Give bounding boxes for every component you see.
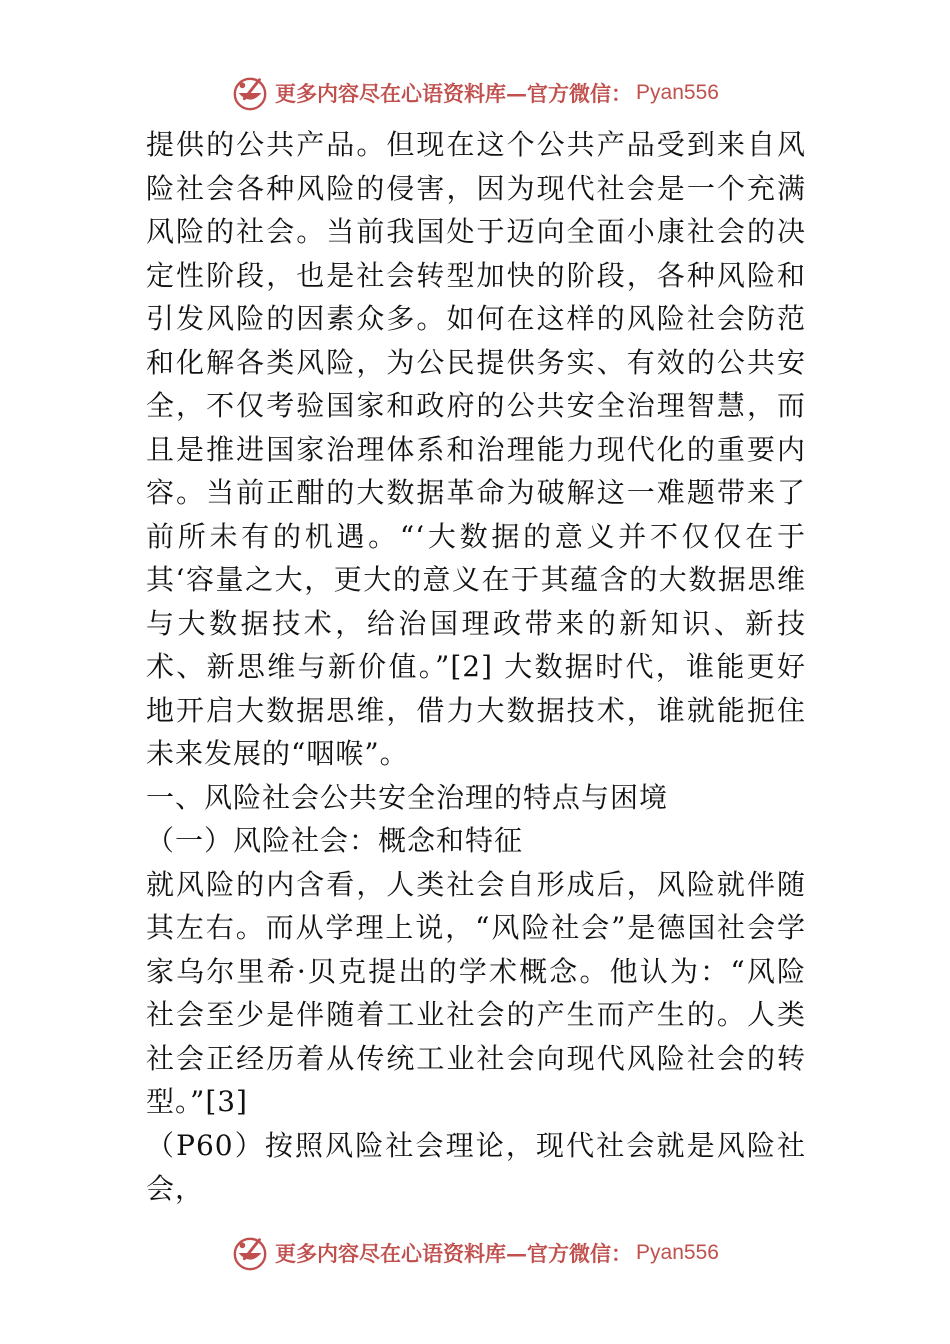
paragraph: （P60）按照风险社会理论，现代社会就是风险社会， [146,1128,806,1205]
subsection-heading: （一）风险社会：概念和特征 [146,824,524,857]
wechat-id: Pyan556 [636,81,719,104]
section-heading: 一、风险社会公共安全治理的特点与困境 [146,780,669,814]
mortar-pestle-logo-icon [231,1234,269,1272]
paragraph: 就风险的内含看，人类社会自形成后，风险就伴随其左右。而从学理上说，“风险社会”是德国社会学家乌尔里希·贝克提出的学术概念。他认为：“风险社会至少是伴随着工业社会的产生而产生的。人类社会正经历着从传统工业社会向现代风险社会的转型。”[3] [146,867,806,1118]
paragraph: 提供的公共产品。但现在这个公共产品受到来自风险社会各种风险的侵害，因为现代社会是一个充满风险的社会。当前我国处于迈向全面小康社会的决定性阶段，也是社会转型加快的阶段，各种风险和引发风险的因素众多。如何在这样的风险社会防范和化解各类风险，为公民提供务实、有效的公共安全，不仅考验国家和政府的公共安全治理智慧，而且是推进国家治理体系和治理能力现代化的重要内容。当前正酣的大数据革命为破解这一难题带来了前所未有的机遇。“‘大数据的意义并不仅仅在于其‘容量之大，更大的意义在于其蕴含的大数据思维与大数据技术，给治国理政带来的新知识、新技术、新思维与新价值。”[2] 大数据时代，谁能更好地开启大数据思维，借力大数据技术，谁就能扼住未来发展的“咽喉”。 [146,128,806,770]
header-banner [0,68,950,118]
mortar-pestle-logo-icon [231,74,269,112]
footer-banner [0,1228,950,1278]
banner-text: 更多内容尽在心语资料库—官方微信： [275,1241,633,1266]
banner-text: 更多内容尽在心语资料库—官方微信： [275,81,633,106]
document-body [146,123,806,1211]
wechat-id: Pyan556 [636,1241,719,1264]
